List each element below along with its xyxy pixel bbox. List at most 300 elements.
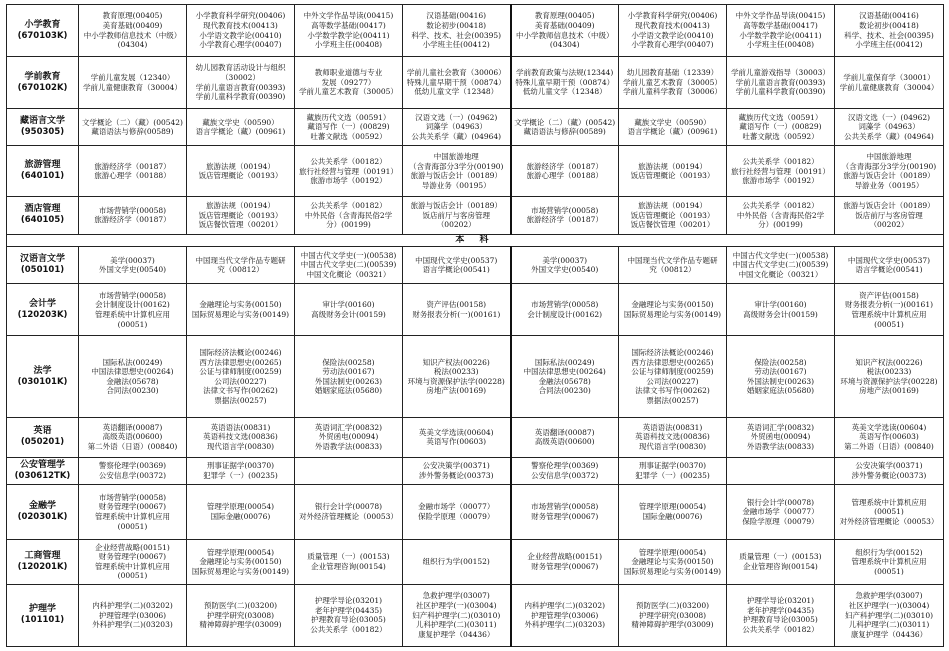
course-line: 金融市场学（00077）	[742, 507, 819, 517]
course-line: 究（00812）	[649, 265, 696, 275]
course-cell	[727, 417, 835, 457]
course-line: 刑事证据学(00370)	[638, 461, 707, 471]
course-cell	[403, 109, 511, 146]
course-line: 中小学教师信息技术（中级）	[516, 30, 614, 40]
course-line: 英语词汇学(00832)	[314, 422, 383, 432]
course-cell	[727, 484, 835, 539]
major-row	[7, 484, 944, 539]
course-line: 资产评估(00158)	[426, 300, 487, 310]
course-line: 中国旅游地理	[866, 152, 912, 162]
course-cell	[619, 109, 727, 146]
course-line: 国际经济法概论(00246)	[199, 347, 282, 357]
course-line: 学前儿童语言教育(00393)	[195, 82, 286, 92]
course-cell	[835, 584, 944, 646]
course-cell	[187, 146, 295, 197]
course-line: 护理教育导论(03005)	[311, 615, 386, 625]
course-cell	[511, 146, 619, 197]
course-line: 藏族历代文选（00591）	[306, 112, 391, 122]
course-cell	[511, 109, 619, 146]
major-name: 藏语言文学	[19, 116, 65, 127]
course-cell	[295, 284, 403, 336]
course-line: 中国文化概论（00321）	[738, 270, 823, 280]
course-line: 小学班主任(00408)	[314, 40, 383, 50]
course-line: 现代语言学(00830)	[206, 442, 275, 452]
course-line: 外国法制史(00263)	[746, 376, 815, 386]
course-line: 语言学概论（藏）(00961)	[627, 127, 718, 137]
course-cell	[403, 457, 511, 484]
course-line: 西方法律思想史(00265)	[631, 357, 714, 367]
course-line: 财务报表分析(一)(00161)	[844, 300, 934, 310]
course-line: 金融理论与实务(00150)	[199, 557, 282, 567]
course-line: 公共关系学（藏）(04964)	[411, 132, 502, 142]
course-line: 导游业务（00195）	[854, 180, 924, 190]
major-row	[7, 5, 944, 57]
course-line: 中国现代文学史(00537)	[847, 255, 931, 265]
course-line: 法律文书写作(00262)	[635, 386, 710, 396]
course-line: 英语语法(00831)	[210, 422, 271, 432]
course-cell	[187, 57, 295, 109]
course-line: 教师职业道德与专业	[314, 68, 383, 78]
major-name-cell	[7, 584, 79, 646]
course-cell	[295, 484, 403, 539]
course-line: 旅游法规（00194）	[638, 201, 707, 211]
course-cell	[295, 584, 403, 646]
course-line: 幼儿园教育活动设计与组织	[195, 63, 286, 73]
course-cell	[403, 146, 511, 197]
course-line: 小学数学教学论(00411)	[307, 30, 390, 40]
course-cell	[835, 109, 944, 146]
course-cell	[619, 284, 727, 336]
course-line: 英语写作(00603)	[859, 432, 919, 442]
course-line: 高级英语(00600)	[534, 437, 595, 447]
course-line: 会计制度设计(00162)	[95, 300, 170, 310]
course-line: （00202）	[436, 220, 476, 230]
course-line: 金融法(05678)	[538, 376, 591, 386]
major-name-cell	[7, 540, 79, 585]
course-cell	[511, 247, 619, 284]
major-code: (950305)	[20, 127, 65, 138]
course-cell	[187, 484, 295, 539]
course-cell	[511, 5, 619, 57]
course-cell	[295, 146, 403, 197]
course-line: 财务管理学(00067)	[531, 561, 599, 571]
course-line: 管理学原理(00054)	[206, 547, 275, 557]
course-line: 究（00812）	[217, 265, 264, 275]
course-line: 饭店管理概论（00193）	[198, 210, 283, 220]
major-name: 护理学	[28, 604, 56, 615]
course-line: 分）(00199)	[326, 220, 371, 230]
course-line: 保险学原理（00079）	[418, 511, 495, 521]
course-cell	[79, 540, 187, 585]
course-line: 康复护理学（04436）	[850, 629, 928, 639]
course-line: 老年护理学(04435)	[746, 605, 815, 615]
major-name: 公安管理学	[19, 459, 65, 470]
course-cell	[79, 57, 187, 109]
course-line: 外国文学史(00540)	[98, 265, 167, 275]
course-cell	[403, 484, 511, 539]
course-line: 低幼儿童文学（12348）	[414, 87, 499, 97]
course-line: 房地产法(00169)	[426, 386, 487, 396]
course-line: 学前儿童科学教育(00390)	[195, 92, 286, 102]
course-line: 质量管理（一）(00153)	[739, 552, 822, 562]
major-row	[7, 109, 944, 146]
course-cell	[79, 5, 187, 57]
course-line: 英美文学选读(00604)	[418, 427, 494, 437]
course-cell	[619, 417, 727, 457]
course-line: 学前儿童保育学（30001）	[843, 72, 935, 82]
course-line: 财务管理学(00067)	[531, 511, 599, 521]
course-line: 旅游经济学（00187）	[526, 161, 603, 171]
course-cell	[403, 5, 511, 57]
course-line: 小学教育心理学(00407)	[199, 40, 282, 50]
major-row	[7, 584, 944, 646]
course-line: 小学语文教学论(00410)	[199, 30, 282, 40]
course-cell	[619, 57, 727, 109]
course-line: 金融理论与实务(00150)	[631, 557, 714, 567]
course-line: 小学语文教学论(00410)	[631, 30, 714, 40]
course-line: 藏语语法与修辞(00589)	[523, 127, 606, 137]
course-line: 金融理论与实务(00150)	[631, 300, 714, 310]
course-line: 饭店管理概论（00193）	[630, 210, 715, 220]
major-code: (670102K)	[17, 82, 68, 93]
exam-schedule-table	[6, 4, 944, 647]
course-line: 涉外警务概论(00373)	[851, 470, 927, 480]
course-cell	[403, 540, 511, 585]
course-line: 外科护理学(二)(03203)	[92, 620, 173, 630]
course-line: 第二外语（日语）(00840)	[844, 442, 934, 452]
course-cell	[835, 5, 944, 57]
course-line: 低幼儿童文学（12348）	[522, 87, 607, 97]
course-cell	[295, 336, 403, 417]
course-line: 妇产科护理学(二)(03010)	[844, 610, 934, 620]
course-cell	[619, 247, 727, 284]
course-line: 高等数学基础(00417)	[311, 20, 386, 30]
major-name: 金融学	[28, 500, 56, 511]
course-cell	[727, 284, 835, 336]
course-line: 管理学原理(00054)	[638, 547, 707, 557]
course-line: 学前儿童语言教育(00393)	[735, 77, 826, 87]
course-line: 旅游心理学（00188）	[526, 171, 603, 181]
course-cell	[295, 417, 403, 457]
major-name-cell	[7, 109, 79, 146]
course-line: 饭店餐饮管理（00201）	[630, 220, 715, 230]
course-line: 国际贸易理论与实务(00149)	[623, 309, 722, 319]
course-cell	[187, 417, 295, 457]
course-cell	[79, 197, 187, 234]
course-line: 旅游经济学（00187）	[94, 215, 171, 225]
course-line: 财务管理学(00067)	[98, 552, 167, 562]
course-line: 藏族文学史（00590）	[634, 117, 711, 127]
course-line: 第二外语（日语）(00840)	[87, 442, 178, 452]
course-line: 护理学研究(03008)	[638, 610, 707, 620]
major-name-cell	[7, 417, 79, 457]
course-cell	[79, 484, 187, 539]
course-cell	[187, 540, 295, 585]
course-line: 市场营销学(00058)	[531, 300, 599, 310]
course-cell	[187, 584, 295, 646]
course-line: 国际私法(00249)	[102, 357, 163, 367]
course-line: 市场营销学(00058)	[98, 290, 167, 300]
course-cell	[727, 57, 835, 109]
course-line: 税法(00233)	[433, 367, 479, 377]
course-line: 旅游法规（00194）	[206, 201, 275, 211]
course-line: 英语科技文选(00836)	[635, 432, 710, 442]
course-line: 票据法(00257)	[646, 395, 699, 405]
course-cell	[727, 5, 835, 57]
course-line: 英语词汇学(00832)	[746, 422, 815, 432]
course-line: 外国文学史(00540)	[531, 265, 599, 275]
course-line: 学前儿童健康教育（30004）	[839, 82, 939, 92]
course-line: 财务管理学(00067)	[98, 502, 167, 512]
major-row	[7, 540, 944, 585]
course-line: 旅游经济学（00187）	[526, 215, 603, 225]
course-line: 犯罪学（一）(00235)	[635, 470, 710, 480]
course-cell	[187, 109, 295, 146]
course-cell	[619, 540, 727, 585]
course-line: 管理系统中计算机应用	[95, 511, 170, 521]
course-cell	[835, 247, 944, 284]
course-line: 美育基础(00409)	[534, 20, 595, 30]
course-line: 犯罪学（一）(00235)	[203, 470, 278, 480]
course-line: 公安信息学(00372)	[531, 470, 599, 480]
course-line: 美学(00037)	[110, 255, 155, 265]
course-line: 旅游法规（00194）	[206, 161, 275, 171]
course-line: 护理学导论(03201)	[746, 596, 815, 606]
course-line: 老年护理学(04435)	[314, 605, 383, 615]
course-line: 旅游经济学（00187）	[94, 161, 171, 171]
major-name-cell	[7, 247, 79, 284]
course-line: 汉语基础(00416)	[426, 11, 487, 21]
course-line: 社区护理学(一)(03004)	[848, 600, 930, 610]
course-line: 知识产权法(00226)	[422, 357, 490, 367]
course-cell	[79, 336, 187, 417]
course-line: 劳动法(00167)	[754, 367, 807, 377]
course-line: 急救护理学(03007)	[422, 591, 490, 601]
course-cell	[619, 584, 727, 646]
course-line: 国际私法(00249)	[534, 357, 595, 367]
course-line: 英语科技文选(00836)	[203, 432, 278, 442]
course-line: 公安决策学(00371)	[855, 461, 923, 471]
course-line: 组织行为学(00152)	[422, 557, 490, 567]
course-line: 外贸函电(00094)	[750, 432, 811, 442]
course-cell	[295, 457, 403, 484]
course-line: 金融理论与实务(00150)	[199, 300, 282, 310]
major-name: 酒店管理	[24, 204, 61, 215]
major-code: (030612TK)	[14, 470, 71, 481]
major-name-cell	[7, 336, 79, 417]
course-line: 管理系统中计算机应用	[95, 309, 170, 319]
course-cell	[79, 417, 187, 457]
course-line: 文学概论（二）（藏）(00542)	[514, 117, 616, 127]
course-cell	[511, 57, 619, 109]
course-line: 公司法(00227)	[214, 376, 267, 386]
course-line: 英语翻译(00087)	[534, 427, 595, 437]
course-line: 小学教育科学研究(00406)	[627, 11, 718, 21]
course-cell	[187, 247, 295, 284]
course-line: 市场营销学(00058)	[531, 502, 599, 512]
course-line: 管理系统中计算机应用	[851, 497, 927, 507]
course-cell	[511, 417, 619, 457]
course-line: 精神障碍护理学(03009)	[631, 620, 714, 630]
major-name: 会计学	[28, 298, 56, 309]
course-line: （含青海部分3学分(00190)	[841, 161, 937, 171]
course-line: 吐蕃文献选（00592）	[742, 132, 819, 142]
major-name: 学前教育	[24, 71, 61, 82]
course-cell	[619, 146, 727, 197]
course-line: 内科护理学(二)(03202)	[524, 600, 606, 610]
course-line: 藏族历代文选（00591）	[738, 112, 823, 122]
course-cell	[835, 284, 944, 336]
course-line: 学前儿童科学教育(00390)	[735, 87, 826, 97]
major-code: (030101K)	[17, 376, 68, 387]
major-name-cell	[7, 197, 79, 234]
course-cell	[619, 336, 727, 417]
course-line: 内科护理学(二)(03202)	[92, 600, 173, 610]
section-divider-row	[7, 234, 944, 246]
course-line: 语言学概论（藏）(00961)	[195, 127, 286, 137]
course-line: 法律文书写作(00262)	[203, 386, 278, 396]
course-line: 劳动法(00167)	[322, 367, 375, 377]
major-row	[7, 57, 944, 109]
course-line: 妇产科护理学(二)(03010)	[412, 610, 501, 620]
course-line: 公安决策学(00371)	[422, 461, 490, 471]
course-cell	[403, 57, 511, 109]
course-line: 儿科护理学(二)(03011)	[848, 620, 930, 630]
course-line: 藏语语法与修辞(00589)	[91, 127, 174, 137]
major-row	[7, 457, 944, 484]
course-line: 旅游与饭店会计（00189）	[410, 201, 502, 211]
course-line: (00051)	[874, 319, 904, 329]
course-line: 保险法(00258)	[754, 357, 807, 367]
major-row	[7, 284, 944, 336]
course-line: 饭店管理概论（00193）	[630, 171, 715, 181]
course-line: 国际经济法概论(00246)	[631, 347, 714, 357]
major-name: 法学	[33, 365, 52, 376]
course-line: 审计学(00160)	[322, 300, 375, 310]
course-line: (00051)	[117, 571, 148, 581]
course-line: 旅游市场学（00192）	[310, 176, 387, 186]
course-line: 数论初步(00418)	[426, 20, 487, 30]
course-line: 企业经营战略(00151)	[527, 552, 603, 562]
major-name-cell	[7, 284, 79, 336]
course-line: 中国法律思想史(00264)	[91, 367, 174, 377]
course-line: 英语语法(00831)	[642, 422, 703, 432]
course-line: 质量管理（一）(00153)	[307, 552, 390, 562]
course-cell	[727, 146, 835, 197]
course-cell	[835, 417, 944, 457]
course-line: 中外民俗（含青海民俗2学	[304, 210, 393, 220]
course-line: 饭店管理概论（00193）	[198, 171, 283, 181]
major-code: (050101)	[20, 265, 65, 276]
course-line: 中国古代文学史(一)(00538)	[300, 250, 397, 260]
course-cell	[511, 457, 619, 484]
course-line: 藏族文学史（00590）	[202, 117, 279, 127]
course-line: 公证与律师制度(00259)	[199, 367, 282, 377]
course-line: 中国古代文学史(二)(00539)	[300, 260, 397, 270]
course-line: 学前儿童健康教育（30004）	[83, 82, 182, 92]
course-line: 护理学研究(03008)	[206, 610, 275, 620]
course-line: 公共关系学（藏）(04964)	[844, 132, 934, 142]
course-line: 学前教育政策与法规(12344)	[516, 68, 614, 78]
course-line: 保险法(00258)	[322, 357, 375, 367]
course-line: 高等数学基础(00417)	[743, 20, 818, 30]
course-line: 小学班主任(00412)	[855, 40, 923, 50]
course-line: 旅游市场学（00192）	[742, 176, 819, 186]
course-line: 语言学概论(00541)	[855, 265, 923, 275]
course-cell	[511, 584, 619, 646]
course-line: 婚姻家庭法(05680)	[314, 386, 383, 396]
course-line: 对外经济管理概论（00053）	[839, 516, 939, 526]
course-cell	[295, 57, 403, 109]
course-line: 藏语写作（一）(00829)	[307, 122, 390, 132]
course-line: （00202）	[869, 220, 909, 230]
course-cell	[727, 247, 835, 284]
course-line: 科学、技术、社会(00395)	[411, 30, 502, 40]
course-line: 外科护理学(二)(03203)	[524, 620, 606, 630]
course-line: 金融市场学（00077）	[418, 502, 495, 512]
course-line: 国际贸易理论与实务(00149)	[623, 566, 722, 576]
course-line: 票据法(00257)	[214, 395, 267, 405]
course-line: 导游业务（00195）	[421, 180, 491, 190]
course-line: 预防医学(二)(03200)	[635, 600, 710, 610]
course-line: 旅游心理学（00188）	[94, 171, 171, 181]
major-name: 小学教育	[24, 19, 61, 30]
course-line: 合同法(00230)	[106, 386, 159, 396]
course-cell	[187, 457, 295, 484]
major-name: 汉语言文学	[19, 254, 65, 265]
course-line: 审计学(00160)	[754, 300, 807, 310]
course-line: 旅游与饭店会计（00189）	[843, 171, 935, 181]
course-cell	[619, 484, 727, 539]
course-line: 学前儿童社会教育（30006）	[406, 68, 506, 78]
course-cell	[403, 584, 511, 646]
course-cell	[511, 284, 619, 336]
course-cell	[511, 197, 619, 234]
course-line: 教育原理(00405)	[102, 11, 163, 21]
major-row	[7, 336, 944, 417]
course-line: 公司法(00227)	[646, 376, 699, 386]
course-cell	[619, 457, 727, 484]
course-line: 学前儿童科学教育（30006）	[623, 87, 722, 97]
course-line: 公共关系学（00182）	[742, 156, 819, 166]
course-line: 旅游法规（00194）	[638, 161, 707, 171]
major-row	[7, 197, 944, 234]
course-line: (00051)	[117, 319, 148, 329]
course-line: 国际贸易理论与实务(00149)	[191, 566, 290, 576]
course-line: 企业管理咨询(00154)	[311, 561, 386, 571]
course-cell	[727, 197, 835, 234]
course-line: 现代语言学(00830)	[638, 442, 707, 452]
major-row	[7, 417, 944, 457]
course-line: 公共关系学（00182）	[310, 624, 387, 634]
major-row	[7, 247, 944, 284]
course-cell	[79, 284, 187, 336]
major-code: (120203K)	[17, 309, 68, 320]
course-line: 高级财务会计(00159)	[743, 309, 818, 319]
course-line: 管理系统中计算机应用	[95, 561, 170, 571]
course-line: 汉语基础(00416)	[859, 11, 919, 21]
course-cell	[835, 540, 944, 585]
course-line: 旅行社经营与管理（00191）	[299, 166, 398, 176]
course-line: 语言学概论(00541)	[422, 265, 490, 275]
course-line: 合同法(00230)	[538, 386, 591, 396]
course-cell	[835, 197, 944, 234]
course-line: 学前儿童艺术教育（30005）	[299, 87, 398, 97]
course-line: 外语教学法(00833)	[746, 442, 815, 452]
course-line: 市场营销学(00058)	[98, 492, 167, 502]
major-row	[7, 146, 944, 197]
course-line: 词藻学（04963）	[858, 122, 920, 132]
